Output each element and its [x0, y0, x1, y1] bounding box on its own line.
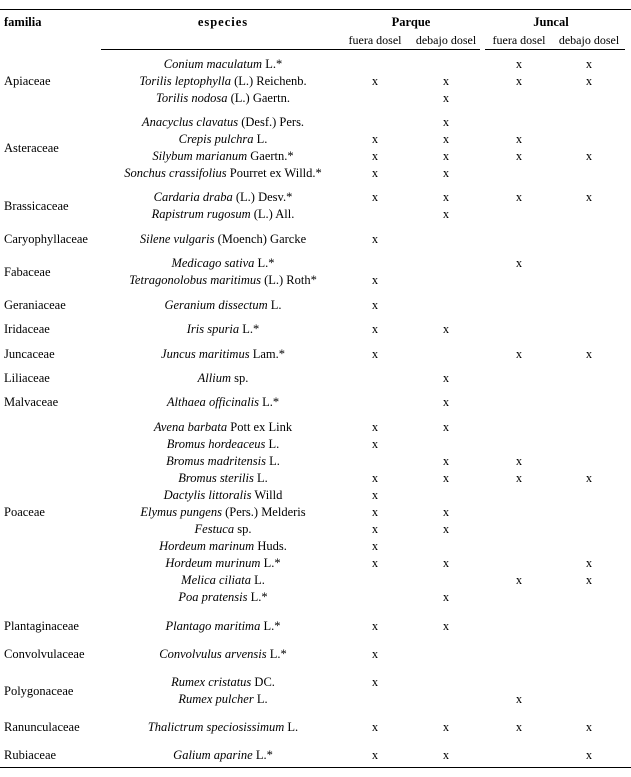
- species-name: [156, 91, 290, 105]
- presence-mark: x: [371, 298, 379, 312]
- species-author: (Desf.) Pers.: [241, 115, 305, 129]
- header-parque: Parque: [391, 15, 431, 29]
- species-epithet: cristatus: [208, 675, 252, 689]
- family-name: Fabaceae: [4, 265, 51, 279]
- species-author: (L.) Roth*: [264, 273, 317, 287]
- species-genus: Avena: [153, 420, 185, 434]
- species-genus: Cardaria: [153, 190, 200, 204]
- presence-mark: x: [442, 619, 450, 633]
- family-name: Brassicaceae: [4, 199, 69, 213]
- presence-mark: x: [371, 505, 379, 519]
- species-name: [142, 115, 304, 129]
- species-epithet: clavatus: [196, 115, 239, 129]
- species-genus: Rumex: [178, 692, 213, 706]
- species-author: Willd: [254, 488, 283, 502]
- family-name: Ranunculaceae: [4, 720, 80, 734]
- presence-mark: x: [371, 132, 379, 146]
- species-genus: Sonchus: [124, 166, 166, 180]
- species-epithet: pratensis: [201, 590, 248, 604]
- presence-mark: x: [515, 347, 523, 361]
- header-parque-fuera: fuera dosel: [348, 33, 402, 47]
- species-author: L.*: [262, 395, 280, 409]
- species-author: (Moench) Garcke: [217, 232, 307, 246]
- species-author: L.*: [242, 322, 260, 336]
- species-name: [152, 149, 293, 163]
- species-author: sp.: [234, 371, 249, 385]
- header-familia: familia: [4, 15, 42, 29]
- species-name: [129, 273, 317, 287]
- presence-mark: x: [442, 420, 450, 434]
- species-name: [166, 619, 281, 633]
- species-epithet: pulchra: [214, 132, 254, 146]
- presence-mark: x: [371, 232, 379, 246]
- species-epithet: marinum: [209, 539, 255, 553]
- header-juncal-debajo: debajo dosel: [558, 33, 620, 47]
- species-name: [161, 347, 285, 361]
- presence-mark: x: [585, 556, 593, 570]
- presence-mark: x: [515, 149, 523, 163]
- species-genus: Festuca: [194, 522, 235, 536]
- species-genus: Allium: [197, 371, 231, 385]
- presence-mark: x: [371, 539, 379, 553]
- family-name: Plantaginaceae: [4, 619, 79, 633]
- species-author: L.: [268, 437, 280, 451]
- header-parque-debajo: debajo dosel: [415, 33, 477, 47]
- presence-mark: x: [371, 420, 379, 434]
- species-genus: Bromus: [166, 454, 205, 468]
- species-author: (L.) Gaertn.: [230, 91, 290, 105]
- species-epithet: sterilis: [219, 471, 254, 485]
- species-author: Huds.: [257, 539, 287, 553]
- species-author: L.*: [265, 57, 283, 71]
- family-name: Polygonaceae: [4, 684, 74, 698]
- species-genus: Thalictrum: [147, 720, 204, 734]
- species-genus: Althaea: [166, 395, 206, 409]
- species-genus: Anacyclus: [141, 115, 194, 129]
- presence-mark: x: [442, 395, 450, 409]
- species-name: [178, 590, 267, 604]
- presence-mark: x: [515, 132, 523, 146]
- species-genus: Elymus: [140, 505, 178, 519]
- species-epithet: draba: [202, 190, 233, 204]
- presence-mark: x: [515, 74, 523, 88]
- presence-mark: x: [442, 720, 450, 734]
- species-author: Pott ex Link: [230, 420, 293, 434]
- family-name: Juncaceae: [4, 347, 55, 361]
- presence-mark: x: [442, 74, 450, 88]
- species-name: [167, 395, 279, 409]
- species-epithet: maritimus: [198, 347, 250, 361]
- presence-mark: x: [442, 522, 450, 536]
- species-name: [165, 556, 280, 570]
- species-epithet: arvensis: [224, 647, 267, 661]
- presence-mark: x: [442, 748, 450, 762]
- family-name: Caryophyllaceae: [4, 232, 88, 246]
- species-epithet: rugosum: [206, 207, 251, 221]
- species-author: (L.) All.: [253, 207, 295, 221]
- species-genus: Dactylis: [163, 488, 206, 502]
- presence-mark: x: [442, 371, 450, 385]
- bottom-rule: [0, 767, 631, 768]
- species-author: L.: [256, 132, 268, 146]
- species-genus: Bromus: [166, 437, 206, 451]
- species-genus: Melica: [181, 573, 216, 587]
- species-genus: Rapistrum: [151, 207, 204, 221]
- species-name: [140, 232, 306, 246]
- presence-mark: x: [515, 57, 523, 71]
- species-name: [154, 190, 293, 204]
- species-author: L.: [256, 471, 268, 485]
- species-epithet: officinalis: [208, 395, 259, 409]
- species-author: L.: [254, 573, 265, 587]
- species-author: L.*: [250, 590, 268, 604]
- species-name: [187, 322, 260, 336]
- species-name: [139, 74, 306, 88]
- presence-mark: x: [371, 720, 379, 734]
- family-name: Malvaceae: [4, 395, 59, 409]
- species-name: [167, 437, 280, 451]
- species-author: L.: [256, 692, 268, 706]
- species-name: [164, 298, 281, 312]
- presence-mark: x: [442, 115, 450, 129]
- presence-mark: x: [442, 454, 450, 468]
- presence-mark: x: [515, 573, 523, 587]
- species-name: [181, 573, 265, 587]
- presence-mark: x: [442, 505, 450, 519]
- species-epithet: maculatum: [206, 57, 263, 71]
- presence-mark: x: [442, 132, 450, 146]
- species-name: [124, 166, 322, 180]
- presence-mark: x: [515, 256, 523, 270]
- presence-mark: x: [515, 692, 523, 706]
- species-name: [178, 692, 267, 706]
- species-genus: Iris: [186, 322, 205, 336]
- species-epithet: madritensis: [207, 454, 267, 468]
- presence-mark: x: [585, 149, 593, 163]
- species-author: Lam.*: [252, 347, 285, 361]
- presence-mark: x: [585, 190, 593, 204]
- presence-mark: x: [442, 207, 450, 221]
- species-name: [171, 256, 274, 270]
- species-genus: Galium: [173, 748, 211, 762]
- species-author: L.*: [263, 619, 281, 633]
- species-author: L.*: [269, 647, 287, 661]
- presence-mark: x: [442, 590, 450, 604]
- species-author: (Pers.) Melderis: [225, 505, 306, 519]
- species-epithet: maritima: [214, 619, 261, 633]
- species-name: [198, 371, 249, 385]
- header-juncal-fuera: fuera dosel: [492, 33, 546, 47]
- species-author: sp.: [237, 522, 252, 536]
- species-genus: Juncus: [161, 347, 196, 361]
- species-author: DC.: [254, 675, 275, 689]
- species-author: L.: [287, 720, 299, 734]
- presence-mark: x: [585, 347, 593, 361]
- species-epithet: vulgaris: [173, 232, 215, 246]
- species-author: L.*: [263, 556, 281, 570]
- presence-mark: x: [371, 149, 379, 163]
- species-name: [159, 539, 287, 553]
- header-especies: especies: [197, 15, 249, 29]
- species-epithet: barbata: [187, 420, 228, 434]
- species-epithet: aparine: [213, 748, 253, 762]
- species-name: [164, 57, 282, 71]
- presence-mark: x: [442, 149, 450, 163]
- species-author: L.: [270, 298, 282, 312]
- species-epithet: pungens: [180, 505, 222, 519]
- species-genus: Torilis: [139, 74, 172, 88]
- species-genus: Torilis: [156, 91, 189, 105]
- species-epithet: murinum: [215, 556, 261, 570]
- family-name: Asteraceae: [4, 141, 59, 155]
- presence-mark: x: [442, 556, 450, 570]
- species-epithet: crassifolius: [169, 166, 227, 180]
- species-epithet: sativa: [224, 256, 255, 270]
- presence-mark: x: [442, 471, 450, 485]
- header-rule-juncal: [485, 49, 625, 50]
- species-genus: Plantago: [165, 619, 212, 633]
- presence-mark: x: [585, 720, 593, 734]
- species-name: [154, 420, 292, 434]
- species-genus: Bromus: [178, 471, 217, 485]
- presence-mark: x: [371, 522, 379, 536]
- presence-mark: x: [515, 454, 523, 468]
- presence-mark: x: [442, 322, 450, 336]
- presence-mark: x: [515, 471, 523, 485]
- species-genus: Tetragonolobus: [129, 273, 208, 287]
- presence-mark: x: [585, 748, 593, 762]
- header-rule-parque: [341, 49, 480, 50]
- presence-mark: x: [442, 166, 450, 180]
- species-genus: Geranium: [164, 298, 216, 312]
- presence-mark: x: [371, 347, 379, 361]
- species-epithet: spuria: [207, 322, 240, 336]
- family-name: Liliaceae: [4, 371, 50, 385]
- presence-mark: x: [371, 190, 379, 204]
- species-genus: Poa: [178, 590, 199, 604]
- header-juncal: Juncal: [533, 15, 569, 29]
- species-epithet: ciliata: [219, 573, 251, 587]
- species-author: L.: [269, 454, 280, 468]
- presence-mark: x: [371, 166, 379, 180]
- species-epithet: pulcher: [215, 692, 254, 706]
- family-name: Apiaceae: [4, 74, 51, 88]
- species-name: [148, 720, 298, 734]
- species-epithet: marianum: [195, 149, 248, 163]
- presence-mark: x: [585, 471, 593, 485]
- species-name: [164, 488, 283, 502]
- species-genus: Hordeum: [165, 556, 213, 570]
- species-name: [171, 675, 275, 689]
- species-author: L.*: [257, 256, 275, 270]
- presence-mark: x: [585, 573, 593, 587]
- presence-mark: x: [442, 91, 450, 105]
- family-name: Poaceae: [4, 505, 45, 519]
- presence-mark: x: [371, 273, 379, 287]
- species-epithet: hordeaceus: [208, 437, 266, 451]
- species-genus: Crepis: [178, 132, 212, 146]
- family-name: Convolvulaceae: [4, 647, 85, 661]
- species-name: [140, 505, 305, 519]
- species-name: [178, 471, 268, 485]
- species-genus: Conium: [163, 57, 204, 71]
- species-epithet: littoralis: [208, 488, 252, 502]
- species-name: [152, 207, 295, 221]
- species-epithet: maritimus: [210, 273, 261, 287]
- presence-mark: x: [371, 322, 379, 336]
- species-epithet: dissectum: [218, 298, 268, 312]
- species-author: Pourret ex Willd.*: [229, 166, 322, 180]
- header-rule-especies: [101, 49, 343, 50]
- presence-mark: x: [585, 74, 593, 88]
- species-author: (L.) Desv.*: [235, 190, 293, 204]
- presence-mark: x: [515, 720, 523, 734]
- species-name: [159, 647, 286, 661]
- species-author: (L.) Reichenb.: [234, 74, 307, 88]
- presence-mark: x: [371, 556, 379, 570]
- presence-mark: x: [371, 488, 379, 502]
- presence-mark: x: [371, 74, 379, 88]
- family-name: Geraniaceae: [4, 298, 66, 312]
- species-author: L.*: [255, 748, 273, 762]
- species-name: [195, 522, 252, 536]
- species-epithet: nodosa: [191, 91, 228, 105]
- presence-mark: x: [585, 57, 593, 71]
- family-name: Iridaceae: [4, 322, 50, 336]
- species-genus: Convolvulus: [159, 647, 222, 661]
- species-name: [166, 454, 280, 468]
- presence-mark: x: [371, 619, 379, 633]
- presence-mark: x: [515, 190, 523, 204]
- presence-mark: x: [371, 471, 379, 485]
- species-name: [173, 748, 273, 762]
- top-rule: [0, 9, 631, 10]
- species-epithet: leptophylla: [174, 74, 231, 88]
- species-genus: Rumex: [171, 675, 206, 689]
- presence-mark: x: [371, 748, 379, 762]
- species-epithet: speciosissimum: [206, 720, 285, 734]
- species-author: Gaertn.*: [250, 149, 294, 163]
- family-name: Rubiaceae: [4, 748, 57, 762]
- species-genus: Medicago: [171, 256, 222, 270]
- species-genus: Silybum: [152, 149, 193, 163]
- presence-mark: x: [371, 675, 379, 689]
- presence-mark: x: [442, 190, 450, 204]
- species-genus: Hordeum: [159, 539, 206, 553]
- species-genus: Silene: [139, 232, 171, 246]
- presence-mark: x: [371, 647, 379, 661]
- presence-mark: x: [371, 437, 379, 451]
- species-name: [179, 132, 268, 146]
